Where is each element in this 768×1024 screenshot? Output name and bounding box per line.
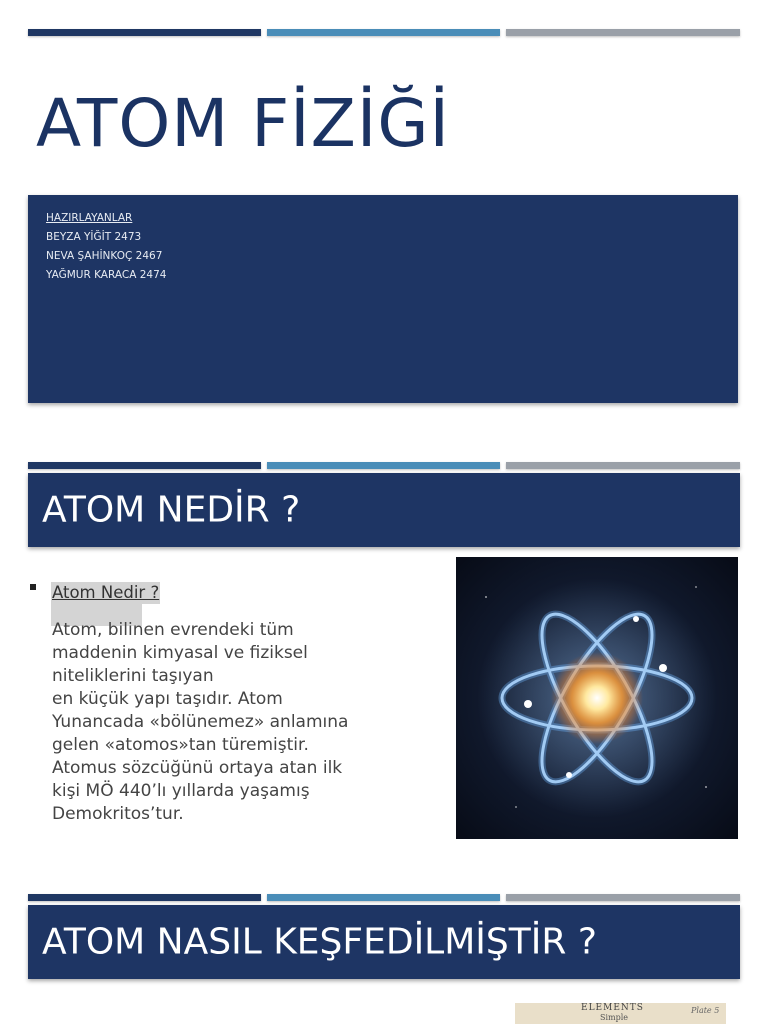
elements-chart-image	[515, 1003, 726, 1024]
accent-bar-blue	[267, 894, 500, 901]
bullet-marker	[30, 584, 36, 590]
accent-bar-navy	[28, 462, 261, 469]
slide1-accent-bars	[28, 29, 740, 36]
authors-heading: HAZIRLAYANLAR	[46, 212, 133, 224]
accent-bar-navy	[28, 894, 261, 901]
slide3-title: ATOM NASIL KEŞFEDİLMİŞTİR ?	[42, 921, 597, 963]
author-line: NEVA ŞAHİNKOÇ 2467	[46, 250, 163, 262]
slide1-title: ATOM FİZİĞİ	[36, 85, 450, 162]
accent-bar-blue	[267, 29, 500, 36]
atom-nedir-link[interactable]: Atom Nedir ?	[52, 583, 160, 602]
atom-description: Atom, bilinen evrendeki tüm maddenin kimyasal ve fiziksel niteliklerini taşıyan en küçük yapı taşıdır. Atom Yunancada «bölünemez» anlamına gelen «atomos»tan türemiştir. Atomus sözcüğünü ortaya atan ilk kişi MÖ 440’lı yıllarda yaşamış Demokritos’tur.	[52, 620, 349, 824]
atom-illustration-image	[456, 557, 738, 839]
accent-bar-gray	[506, 894, 740, 901]
slide3-header	[28, 905, 740, 979]
atom-glow-icon	[456, 557, 738, 839]
thumb-plate: Plate 5	[691, 1006, 720, 1015]
authors-panel	[28, 195, 738, 403]
author-line: BEYZA YİĞİT 2473	[46, 231, 142, 243]
accent-bar-gray	[506, 462, 740, 469]
slide2-accent-bars	[28, 462, 740, 469]
slide2-header	[28, 473, 740, 547]
accent-bar-blue	[267, 462, 500, 469]
thumb-subtitle: Simple	[600, 1013, 629, 1022]
thumb-title: ELEMENTS	[581, 1003, 644, 1013]
slide3-accent-bars	[28, 894, 740, 901]
accent-bar-navy	[28, 29, 261, 36]
slide2-title: ATOM NEDİR ?	[42, 489, 301, 531]
author-line: YAĞMUR KARACA 2474	[46, 269, 167, 281]
accent-bar-gray	[506, 29, 740, 36]
